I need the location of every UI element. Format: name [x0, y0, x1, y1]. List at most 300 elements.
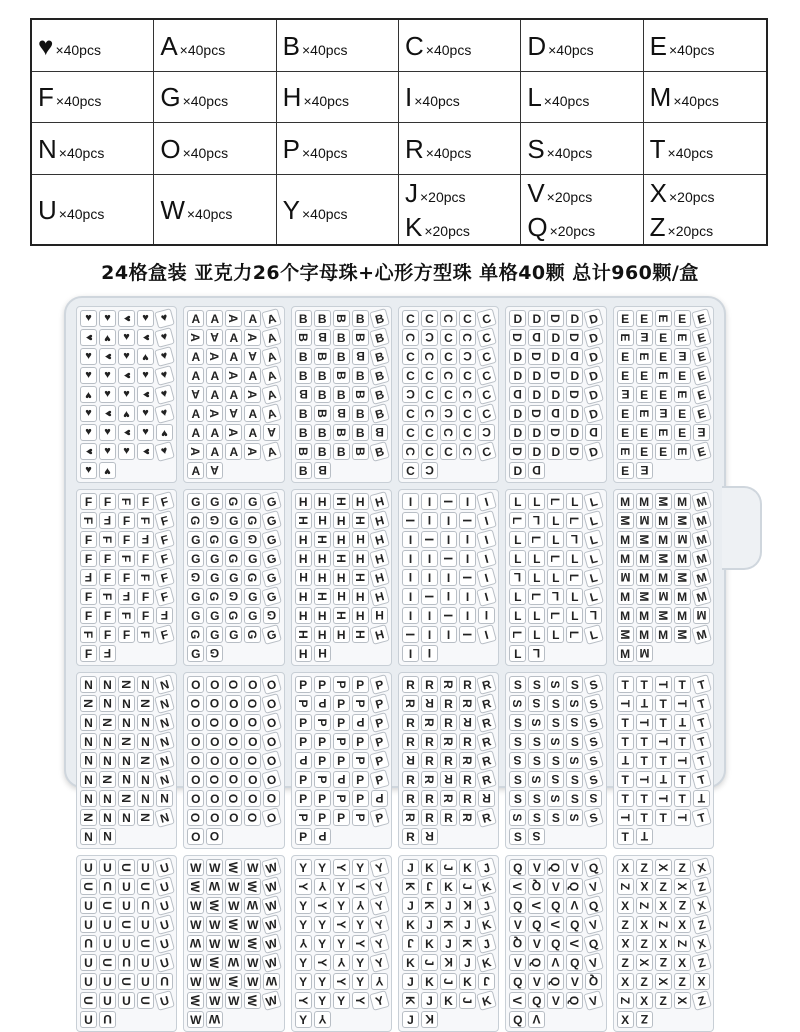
letter-bead: H: [352, 626, 369, 643]
letter-bead: T: [674, 771, 691, 788]
letter-bead: U: [154, 914, 175, 935]
heart-bead-icon: ♥: [80, 405, 97, 422]
letter-bead: D: [566, 405, 583, 422]
letter-bead: J: [421, 954, 438, 971]
letter-bead: B: [369, 365, 390, 386]
letter-bead: G: [225, 607, 242, 624]
letter-bead: L: [547, 550, 564, 567]
letter-bead: O: [261, 712, 282, 733]
bead-letter: D: [527, 30, 547, 61]
letter-bead: R: [459, 771, 476, 788]
bead-quantity: ×40pcs: [414, 93, 460, 109]
letter-bead: P: [295, 695, 312, 712]
letter-bead: O: [261, 693, 282, 714]
letter-bead: W: [225, 897, 242, 914]
letter-bead: J: [402, 1011, 419, 1028]
letter-bead: G: [225, 626, 242, 643]
bead-compartment: [76, 489, 177, 666]
letter-bead: D: [547, 443, 564, 460]
letter-bead: M: [617, 588, 634, 605]
letter-bead: N: [156, 790, 173, 807]
letter-bead: H: [352, 550, 369, 567]
letter-bead: B: [352, 424, 369, 441]
letter-bead: V: [566, 935, 583, 952]
letter-bead: J: [459, 954, 476, 971]
letter-bead: S: [583, 750, 604, 771]
letter-bead: C: [476, 365, 497, 386]
letter-bead: D: [583, 384, 604, 405]
letter-bead: P: [333, 790, 350, 807]
letter-bead: I: [459, 588, 476, 605]
letter-bead: O: [225, 676, 242, 693]
letter-bead: R: [402, 828, 419, 845]
letter-bead: O: [187, 695, 204, 712]
table-cell: [154, 20, 276, 72]
table-cell: [154, 175, 276, 244]
letter-bead: K: [459, 935, 476, 952]
letter-bead: S: [566, 714, 583, 731]
letter-bead: U: [80, 878, 97, 895]
letter-bead: M: [674, 607, 691, 624]
letter-bead: X: [674, 878, 691, 895]
letter-bead: Y: [295, 1011, 312, 1028]
letter-bead: A: [206, 329, 223, 346]
letter-bead: T: [655, 695, 672, 712]
letter-bead: K: [476, 914, 497, 935]
letter-bead: S: [583, 769, 604, 790]
letter-bead: K: [402, 878, 419, 895]
letter-bead: D: [528, 348, 545, 365]
heart-bead-icon: ♥: [99, 310, 116, 327]
table-cell: [277, 20, 399, 72]
letter-bead: R: [459, 790, 476, 807]
letter-bead: K: [440, 916, 457, 933]
letter-bead: B: [369, 308, 390, 329]
letter-bead: C: [421, 386, 438, 403]
letter-bead: Y: [314, 859, 331, 876]
bead-compartment: [291, 855, 392, 1032]
letter-bead: E: [691, 308, 712, 329]
letter-bead: I: [421, 626, 438, 643]
letter-bead: B: [369, 403, 390, 424]
letter-bead: U: [99, 916, 116, 933]
letter-bead: O: [261, 769, 282, 790]
letter-bead: W: [225, 859, 242, 876]
bead-compartment: [398, 672, 499, 849]
letter-bead: Y: [333, 916, 350, 933]
letter-bead: U: [80, 935, 97, 952]
bead-compartment: [76, 672, 177, 849]
letter-bead: Z: [636, 897, 653, 914]
letter-bead: A: [263, 424, 280, 441]
letter-bead: W: [244, 878, 261, 895]
letter-bead: C: [421, 348, 438, 365]
heart-bead-icon: ♥: [137, 443, 154, 460]
letter-bead: E: [655, 386, 672, 403]
heart-bead-icon: ♥: [137, 424, 154, 441]
letter-bead: B: [295, 367, 312, 384]
letter-bead: O: [206, 752, 223, 769]
letter-bead: F: [154, 624, 175, 645]
letter-bead: W: [225, 916, 242, 933]
letter-bead: D: [547, 386, 564, 403]
letter-bead: O: [261, 807, 282, 828]
letter-bead: L: [547, 493, 564, 510]
bead-entry: [527, 84, 642, 110]
letter-bead: I: [459, 607, 476, 624]
bead-letter: X: [649, 177, 667, 208]
letter-bead: X: [636, 878, 653, 895]
letter-bead: Y: [314, 916, 331, 933]
letter-bead: M: [655, 493, 672, 510]
letter-bead: G: [225, 493, 242, 510]
letter-bead: Q: [566, 916, 583, 933]
letter-bead: H: [352, 512, 369, 529]
heart-bead-icon: ♥: [154, 346, 175, 367]
letter-bead: I: [478, 607, 495, 624]
letter-bead: H: [352, 531, 369, 548]
letter-bead: F: [99, 645, 116, 662]
letter-bead: K: [476, 952, 497, 973]
letter-bead: S: [566, 790, 583, 807]
letter-bead: C: [440, 386, 457, 403]
letter-bead: J: [459, 992, 476, 1009]
letter-bead: V: [583, 952, 604, 973]
letter-bead: H: [371, 607, 388, 624]
letter-bead: X: [674, 954, 691, 971]
bead-entry: [527, 211, 642, 242]
letter-bead: Y: [369, 895, 390, 916]
letter-bead: F: [118, 569, 135, 586]
letter-bead: R: [440, 790, 457, 807]
letter-bead: J: [421, 992, 438, 1009]
letter-bead: C: [421, 405, 438, 422]
letter-bead: P: [333, 752, 350, 769]
letter-bead: I: [440, 512, 457, 529]
letter-bead: S: [509, 695, 526, 712]
bead-quantity: ×40pcs: [182, 144, 229, 161]
heart-bead-icon: ♥: [118, 405, 135, 422]
letter-bead: I: [476, 567, 497, 588]
bead-entry: [649, 211, 766, 242]
letter-bead: S: [583, 731, 604, 752]
letter-bead: I: [402, 626, 419, 643]
letter-bead: T: [691, 712, 712, 733]
letter-bead: Y: [295, 935, 312, 952]
letter-bead: O: [261, 731, 282, 752]
letter-bead: J: [402, 859, 419, 876]
bead-quantity: ×20pcs: [546, 188, 593, 205]
letter-bead: G: [225, 588, 242, 605]
letter-bead: I: [459, 569, 476, 586]
bead-quantity: ×40pcs: [58, 205, 105, 222]
letter-bead: B: [314, 329, 331, 346]
letter-bead: L: [528, 512, 545, 529]
letter-bead: B: [314, 386, 331, 403]
letter-bead: S: [547, 809, 564, 826]
letter-bead: Q: [547, 935, 564, 952]
bead-entry: [527, 177, 642, 208]
letter-bead: K: [402, 954, 419, 971]
letter-bead: L: [509, 531, 526, 548]
letter-bead: H: [295, 607, 312, 624]
letter-bead: N: [80, 809, 97, 826]
heart-bead-icon: ♥: [80, 424, 97, 441]
letter-bead: C: [459, 424, 476, 441]
letter-bead: D: [509, 310, 526, 327]
heart-bead-icon: ♥: [80, 443, 97, 460]
letter-bead: Y: [352, 973, 369, 990]
letter-bead: H: [333, 569, 350, 586]
letter-bead: S: [528, 714, 545, 731]
letter-bead: C: [440, 367, 457, 384]
letter-bead: O: [244, 733, 261, 750]
letter-bead: N: [137, 676, 154, 693]
letter-bead: F: [154, 529, 175, 550]
letter-bead: Q: [509, 859, 526, 876]
letter-bead: M: [655, 531, 672, 548]
letter-bead: A: [261, 403, 282, 424]
letter-bead: B: [314, 424, 331, 441]
letter-bead: Z: [655, 878, 672, 895]
letter-bead: G: [206, 493, 223, 510]
table-cell: [399, 175, 521, 244]
letter-bead: R: [421, 733, 438, 750]
letter-bead: N: [80, 733, 97, 750]
letter-bead: S: [509, 771, 526, 788]
letter-bead: X: [636, 954, 653, 971]
letter-bead: A: [244, 329, 261, 346]
letter-bead: K: [476, 876, 497, 897]
letter-bead: V: [509, 954, 526, 971]
letter-bead: Y: [295, 954, 312, 971]
letter-bead: N: [99, 676, 116, 693]
letter-bead: J: [476, 895, 497, 916]
letter-bead: T: [636, 733, 653, 750]
letter-bead: T: [691, 807, 712, 828]
letter-bead: F: [99, 512, 116, 529]
letter-bead: O: [206, 828, 223, 845]
letter-bead: U: [80, 897, 97, 914]
letter-bead: U: [154, 857, 175, 878]
letter-bead: Q: [528, 954, 545, 971]
letter-bead: F: [154, 548, 175, 569]
letter-bead: S: [585, 790, 602, 807]
heart-icon: ♥: [38, 30, 54, 61]
letter-bead: P: [314, 771, 331, 788]
table-cell: [521, 123, 643, 175]
letter-bead: D: [528, 462, 545, 479]
letter-bead: U: [154, 876, 175, 897]
letter-bead: U: [154, 895, 175, 916]
letter-bead: D: [528, 386, 545, 403]
letter-bead: M: [691, 624, 712, 645]
letter-bead: L: [583, 548, 604, 569]
letter-bead: W: [244, 954, 261, 971]
heart-bead-icon: ♥: [154, 308, 175, 329]
letter-bead: N: [80, 790, 97, 807]
letter-bead: N: [118, 714, 135, 731]
letter-bead: F: [118, 607, 135, 624]
table-cell: [399, 123, 521, 175]
letter-bead: U: [137, 916, 154, 933]
letter-bead: G: [187, 569, 204, 586]
letter-bead: G: [244, 626, 261, 643]
letter-bead: E: [691, 346, 712, 367]
letter-bead: A: [206, 386, 223, 403]
letter-bead: J: [476, 933, 497, 954]
letter-bead: B: [333, 386, 350, 403]
letter-bead: D: [528, 405, 545, 422]
letter-bead: H: [314, 569, 331, 586]
bead-compartment: [183, 306, 284, 483]
letter-bead: U: [154, 933, 175, 954]
bead-quantity: ×40pcs: [179, 41, 226, 58]
bead-letter: H: [282, 82, 302, 112]
letter-bead: E: [674, 386, 691, 403]
letter-bead: Q: [509, 897, 526, 914]
letter-bead: Y: [295, 973, 312, 990]
letter-bead: E: [636, 443, 653, 460]
letter-bead: D: [547, 310, 564, 327]
letter-bead: U: [80, 916, 97, 933]
letter-bead: F: [137, 531, 154, 548]
bead-quantity: ×40pcs: [55, 41, 101, 58]
letter-bead: R: [402, 752, 419, 769]
letter-bead: Y: [352, 878, 369, 895]
letter-bead: Q: [528, 916, 545, 933]
letter-bead: X: [617, 1011, 634, 1028]
letter-bead: C: [402, 443, 419, 460]
letter-bead: D: [509, 405, 526, 422]
letter-bead: D: [566, 348, 583, 365]
letter-bead: E: [691, 384, 712, 405]
letter-bead: K: [421, 897, 438, 914]
letter-bead: U: [137, 973, 154, 990]
letter-bead: P: [352, 676, 369, 693]
letter-bead: D: [509, 386, 526, 403]
letter-bead: K: [440, 954, 457, 971]
letter-bead: D: [528, 329, 545, 346]
letter-bead: V: [583, 914, 604, 935]
table-cell: [399, 20, 521, 72]
letter-bead: W: [206, 954, 223, 971]
letter-bead: H: [352, 588, 369, 605]
letter-bead: T: [674, 695, 691, 712]
letter-bead: B: [369, 346, 390, 367]
letter-bead: X: [691, 895, 712, 916]
letter-bead: W: [261, 895, 282, 916]
letter-bead: N: [137, 695, 154, 712]
letter-bead: B: [295, 424, 312, 441]
letter-bead: R: [459, 695, 476, 712]
letter-bead: L: [585, 607, 602, 624]
letter-bead: Q: [509, 973, 526, 990]
letter-bead: V: [528, 1011, 545, 1028]
bead-letter: U: [38, 194, 57, 225]
letter-bead: F: [99, 569, 116, 586]
letter-bead: R: [402, 714, 419, 731]
letter-bead: I: [402, 588, 419, 605]
letter-bead: C: [440, 329, 457, 346]
letter-bead: T: [636, 695, 653, 712]
letter-bead: P: [369, 674, 390, 695]
letter-bead: Z: [655, 954, 672, 971]
table-cell: [277, 123, 399, 175]
letter-bead: E: [674, 348, 691, 365]
letter-bead: U: [118, 954, 135, 971]
letter-bead: H: [314, 626, 331, 643]
letter-bead: U: [137, 897, 154, 914]
letter-bead: B: [295, 443, 312, 460]
letter-bead: G: [244, 512, 261, 529]
letter-bead: E: [617, 405, 634, 422]
letter-bead: X: [617, 973, 634, 990]
heart-bead-icon: ♥: [137, 367, 154, 384]
compartment-grid: [76, 306, 714, 1027]
letter-bead: U: [99, 954, 116, 971]
letter-bead: B: [295, 310, 312, 327]
letter-bead: L: [566, 607, 583, 624]
bead-quantity: ×40pcs: [182, 93, 229, 109]
letter-bead: F: [80, 493, 97, 510]
letter-bead: R: [476, 807, 497, 828]
letter-bead: L: [583, 529, 604, 550]
letter-bead: B: [333, 367, 350, 384]
letter-bead: S: [566, 809, 583, 826]
letter-bead: E: [674, 329, 691, 346]
letter-bead: R: [476, 731, 497, 752]
letter-bead: S: [583, 807, 604, 828]
letter-bead: B: [295, 386, 312, 403]
letter-bead: N: [99, 752, 116, 769]
letter-bead: R: [459, 676, 476, 693]
letter-bead: Q: [547, 859, 564, 876]
letter-bead: M: [655, 512, 672, 529]
letter-bead: M: [674, 626, 691, 643]
letter-bead: I: [402, 569, 419, 586]
letter-bead: S: [509, 714, 526, 731]
letter-bead: H: [352, 493, 369, 510]
letter-bead: T: [617, 695, 634, 712]
letter-bead: B: [295, 462, 312, 479]
letter-bead: O: [187, 790, 204, 807]
letter-bead: C: [421, 443, 438, 460]
letter-bead: N: [118, 752, 135, 769]
letter-bead: G: [206, 607, 223, 624]
bead-compartment: [505, 489, 606, 666]
letter-bead: W: [187, 973, 204, 990]
letter-bead: T: [674, 809, 691, 826]
letter-bead: A: [261, 346, 282, 367]
letter-bead: E: [617, 424, 634, 441]
table-cell: [32, 20, 154, 72]
letter-bead: A: [261, 384, 282, 405]
letter-bead: N: [118, 771, 135, 788]
letter-bead: V: [583, 876, 604, 897]
letter-bead: X: [655, 859, 672, 876]
letter-bead: Y: [333, 859, 350, 876]
letter-bead: Y: [369, 990, 390, 1011]
letter-bead: C: [440, 405, 457, 422]
letter-bead: U: [118, 935, 135, 952]
bead-compartment: [505, 672, 606, 849]
letter-bead: C: [476, 308, 497, 329]
letter-bead: B: [352, 443, 369, 460]
bead-quantity: ×40pcs: [667, 144, 714, 161]
letter-bead: N: [118, 676, 135, 693]
letter-bead: I: [459, 550, 476, 567]
